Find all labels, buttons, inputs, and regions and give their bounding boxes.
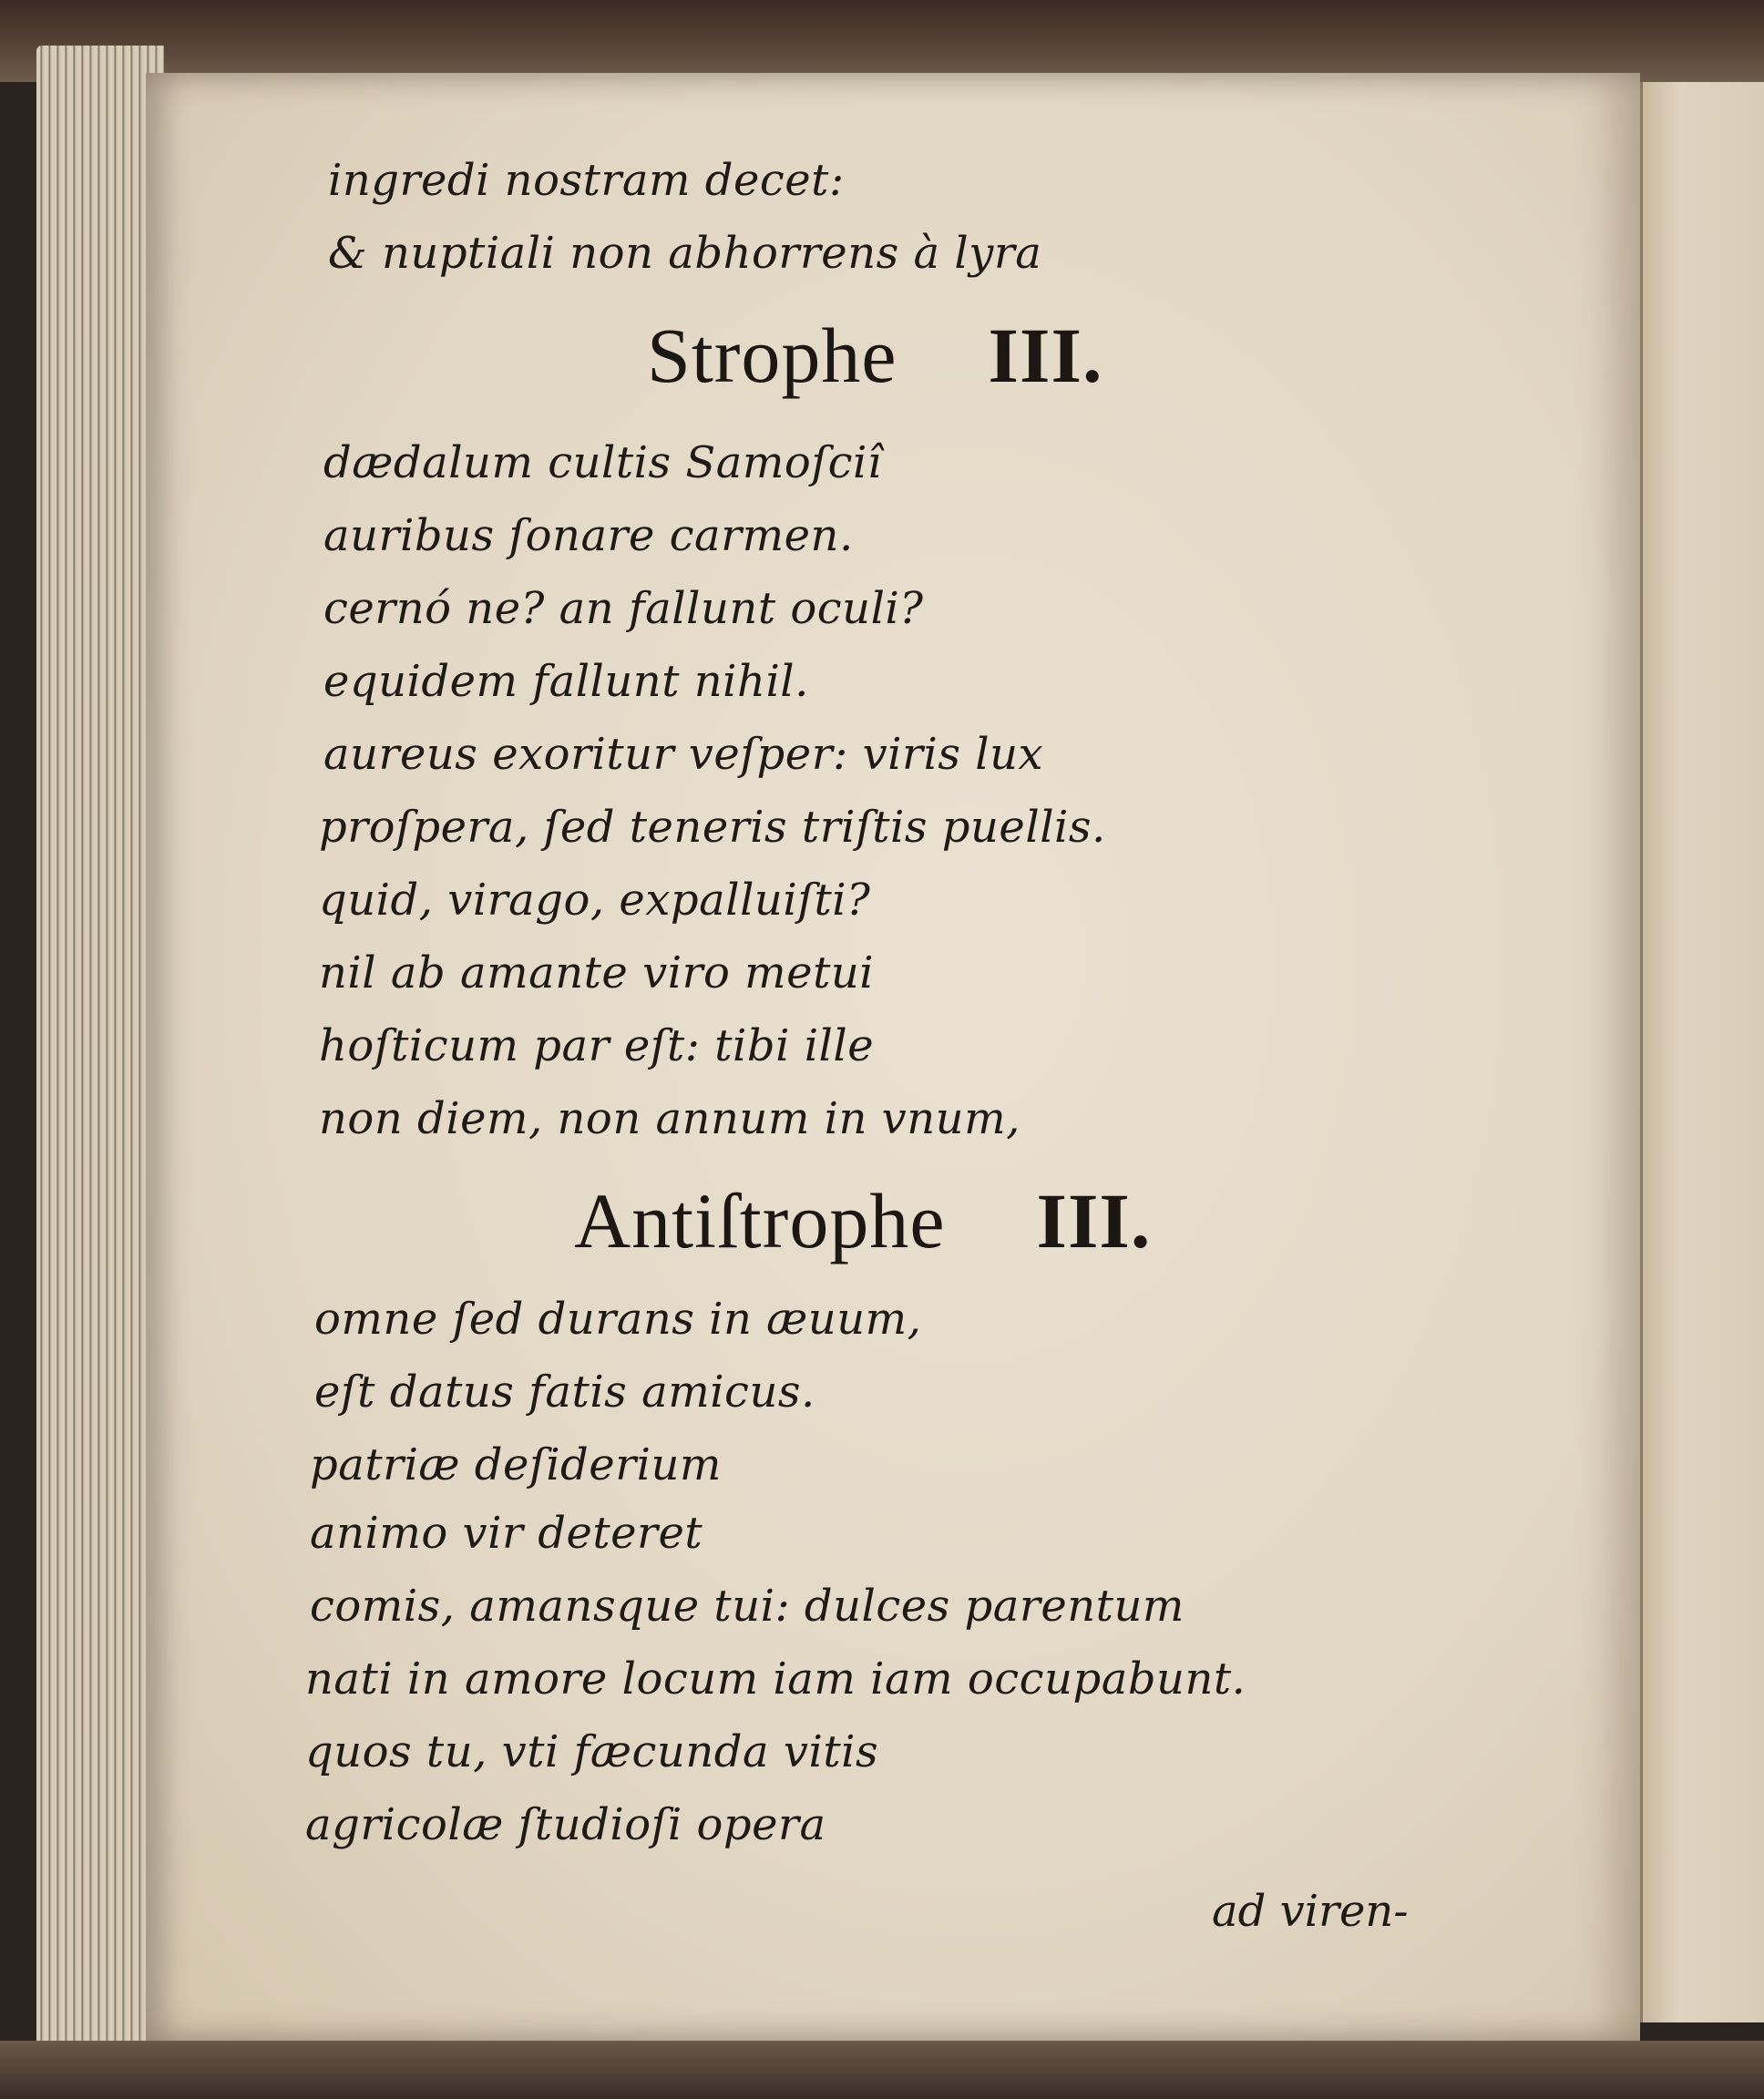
antistrophe-heading (574, 1175, 1151, 1266)
verse-line: auribus ſonare carmen. (323, 510, 854, 561)
verse-line: cernó ne? an fallunt oculi? (323, 583, 924, 634)
strophe-heading (647, 310, 1102, 401)
verse-line: quos tu, vti fæcunda vitis (305, 1726, 879, 1777)
book-page (146, 73, 1640, 2041)
verse-line: nati in amore locum iam iam occupabunt. (305, 1654, 1246, 1705)
catchword: ad viren- (1212, 1886, 1409, 1937)
verse-line: agricolæ ſtudioſi opera (305, 1799, 826, 1850)
verse-line: equidem fallunt nihil. (323, 656, 809, 707)
verse-line: & nuptiali non abhorrens à lyra (328, 228, 1042, 279)
verse-line: non diem, non annum in vnum, (319, 1093, 1020, 1144)
antistrophe-title: Antiſtrophe (574, 1177, 946, 1265)
verse-line: omne ſed durans in æuum, (314, 1294, 922, 1345)
verse-line: hoſticum par eſt: tibi ille (319, 1020, 875, 1071)
verse-line: dædalum cultis Samoſciî (323, 437, 882, 488)
book-top-edge (0, 0, 1764, 82)
facing-page (1640, 82, 1764, 2022)
verse-line: nil ab amante viro metui (319, 947, 875, 998)
verse-line: comis, amansque tui: dulces parentum (310, 1581, 1185, 1632)
verse-line: patriæ deſiderium (310, 1439, 722, 1490)
page-stack-edge (36, 46, 164, 2068)
verse-line: quid, virago, expalluiſti? (319, 875, 871, 926)
antistrophe-numeral: III. (1036, 1177, 1152, 1265)
verse-line: eſt datus fatis amicus. (314, 1367, 815, 1418)
strophe-title: Strophe (647, 312, 897, 399)
verse-line: proſpera, ſed teneris triſtis puellis. (319, 802, 1106, 853)
verse-line: animo vir deteret (310, 1508, 703, 1559)
strophe-numeral: III. (988, 312, 1103, 399)
book-bottom-edge (0, 2041, 1764, 2099)
verse-line: ingredi nostram decet: (328, 155, 845, 206)
verse-line: aureus exoritur veſper: viris lux (323, 729, 1044, 780)
